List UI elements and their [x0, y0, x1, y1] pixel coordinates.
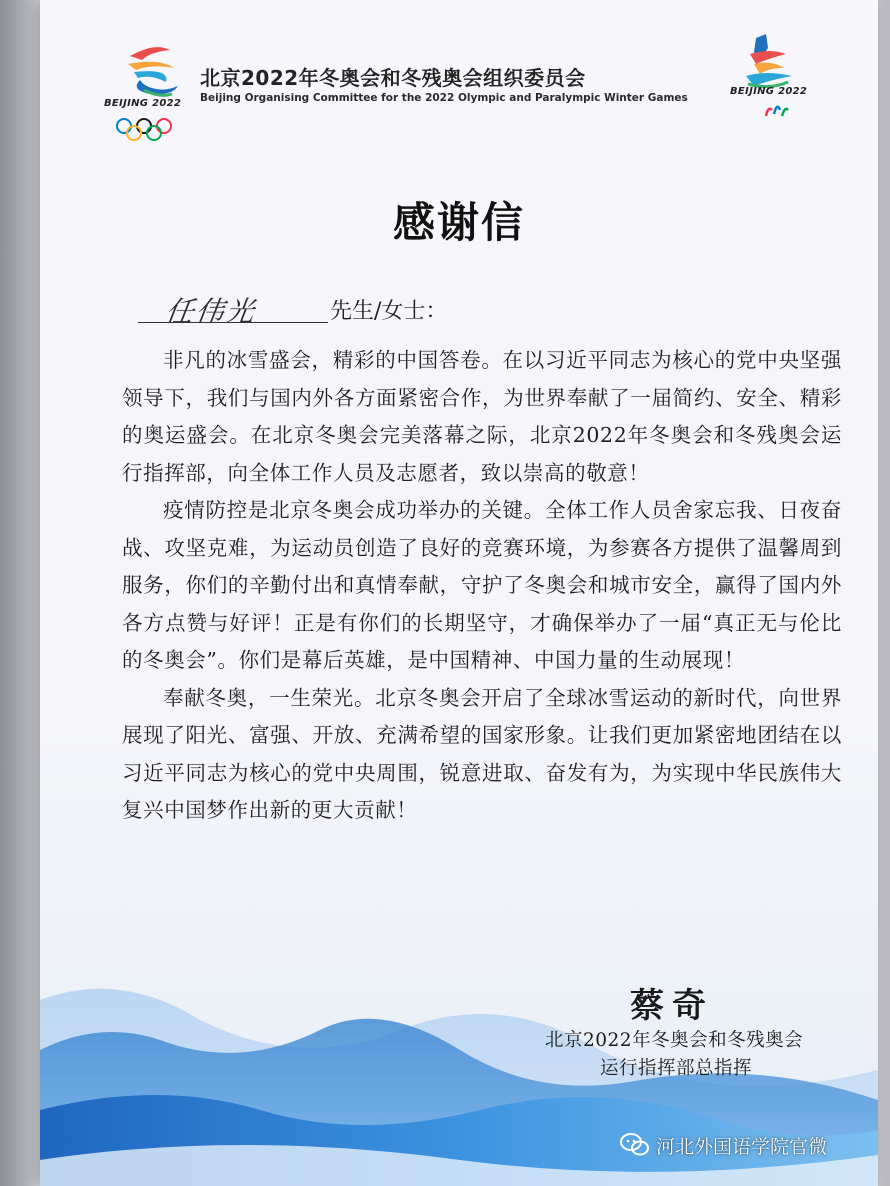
paralympic-emblem-logo: [710, 30, 820, 130]
logo-right-text: BEIJING 2022: [730, 86, 808, 97]
organizer-name-cn: 北京2022年冬奥会和冬残奥会组织委员会: [200, 66, 586, 90]
olympic-rings-icon: [112, 116, 176, 144]
source-watermark: [620, 1130, 827, 1160]
organizer-name-en: Beijing Organising Committee for the 2022 Olympic and Paralympic Winter Games: [200, 92, 688, 104]
watermark-text: 河北外国语学院官微: [656, 1135, 828, 1158]
letter-paper: [40, 0, 878, 1186]
body-paragraph: 奉献冬奥，一生荣光。北京冬奥会开启了全球冰雪运动的新时代，向世界展现了阳光、富强、开放、充满希望的国家形象。让我们更加紧密地团结在以习近平同志为核心的党中央周围，锐意进取、奋发有为，为实现中华民族伟大复兴中国梦作出新的更大贡献！: [122, 685, 842, 822]
body-paragraph: 非凡的冰雪盛会，精彩的中国答卷。在以习近平同志为核心的党中央坚强领导下，我们与国内外各方面紧密合作，为世界奉献了一届简约、安全、精彩的奥运盛会。在北京冬奥会完美落幕之际，北京2022年冬奥会和冬残奥会运行指挥部，向全体工作人员及志愿者，致以崇高的敬意！: [122, 348, 842, 485]
letter-body: [122, 342, 842, 830]
recipient-underline: [138, 322, 328, 323]
signer-title-line2: 运行指挥部总指挥: [600, 1058, 753, 1079]
signer-name: 蔡奇: [630, 986, 714, 1026]
body-paragraph: 疫情防控是北京冬奥会成功举办的关键。全体工作人员舍家忘我、日夜奋战、攻坚克难，为运动员创造了良好的竞赛环境，为参赛各方提供了温馨周到服务，你们的辛勤付出和真情奉献，守护了冬奥会和城市安全，赢得了国内外各方点赞与好评！正是有你们的长期坚守，才确保举办了一届“真正无与伦比的冬奥会”。你们是幕后英雄，是中国精神、中国力量的生动展现！: [122, 498, 842, 672]
signer-title-line1: 北京2022年冬奥会和冬残奥会: [545, 1030, 804, 1051]
agitos-icon: [762, 100, 792, 122]
salutation-suffix: 先生/女士：: [330, 299, 448, 324]
logo-left-text: BEIJING 2022: [104, 98, 182, 109]
olympic-emblem-logo: [100, 38, 210, 144]
letter-title: 感谢信: [392, 198, 525, 247]
wechat-icon: [620, 1132, 650, 1158]
salutation: [138, 290, 538, 330]
recipient-name-handwritten: 任伟光: [163, 295, 259, 328]
